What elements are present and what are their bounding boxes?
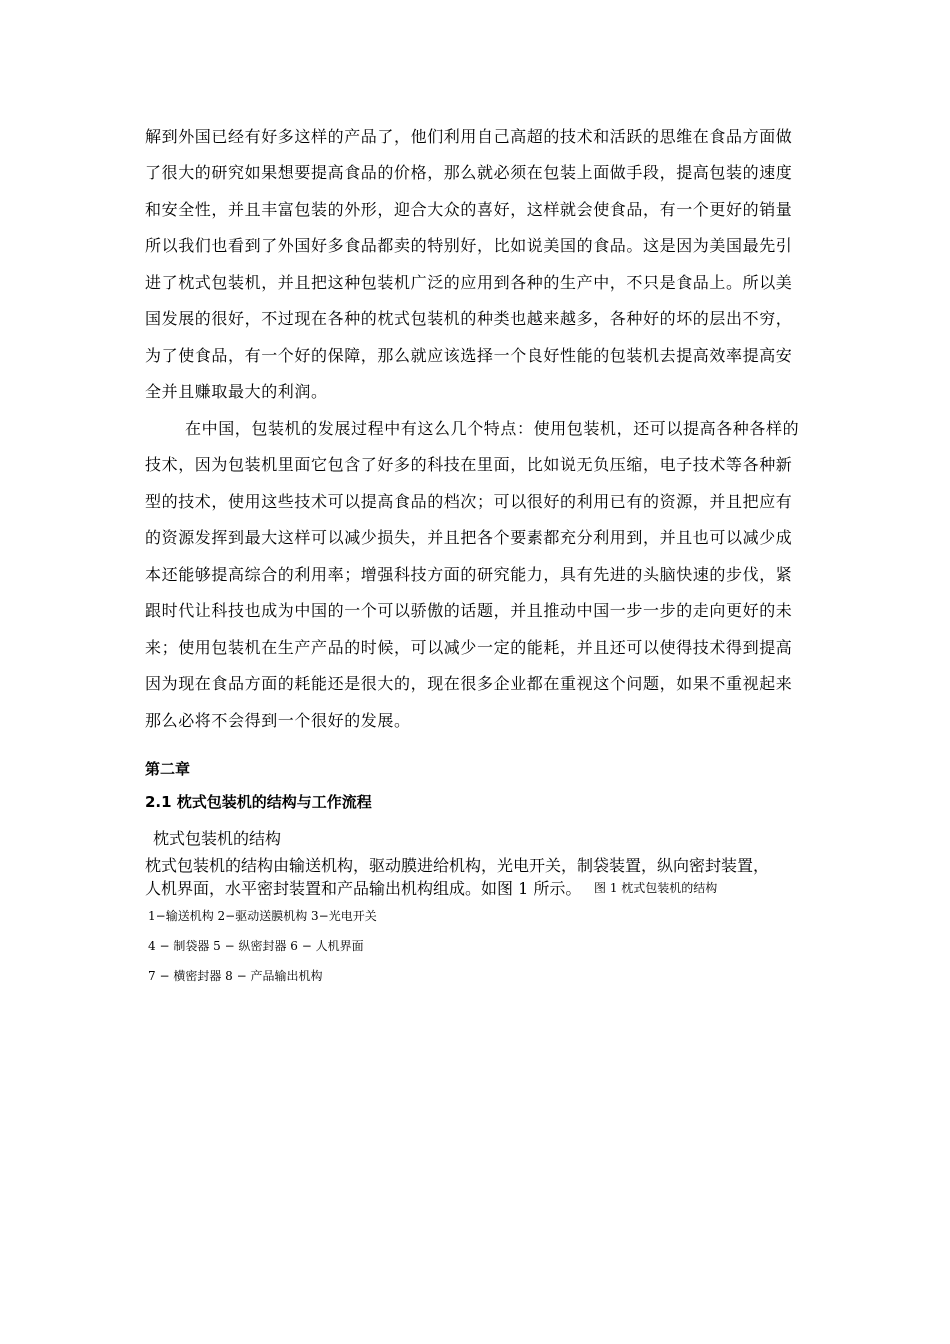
text-line: 和安全性，并且丰富包装的外形，迎合大众的喜好，这样就会使食品，有一个更好的销量	[145, 200, 793, 219]
text-line: 本还能够提高综合的利用率；增强科技方面的研究能力，具有先进的头脑快速的步伐，紧	[145, 565, 793, 584]
text-line: 型的技术，使用这些技术可以提高食品的档次；可以很好的利用已有的资源，并且把应有	[145, 492, 793, 511]
text-line: 来；使用包装机在生产产品的时候，可以减少一定的能耗，并且还可以使得技术得到提高	[145, 638, 793, 657]
text-line: 因为现在食品方面的耗能还是很大的，现在很多企业都在重视这个问题，如果不重视起来	[145, 674, 793, 693]
figure-caption: 图 1 枕式包装机的结构	[594, 881, 718, 895]
text-line: 进了枕式包装机，并且把这种包装机广泛的应用到各种的生产中，不只是食品上。所以美	[145, 273, 793, 292]
text-line: 所以我们也看到了外国好多食品都卖的特别好，比如说美国的食品。这是因为美国最先引	[145, 236, 793, 255]
text-line: 全并且赚取最大的利润。	[145, 382, 328, 401]
legend-line: 4 − 制袋器 5 − 纵密封器 6 − 人机界面	[148, 939, 364, 953]
text-line: 的资源发挥到最大这样可以减少损失，并且把各个要素都充分利用到，并且也可以减少成	[145, 528, 793, 547]
chapter-heading: 第二章	[145, 760, 191, 778]
legend-line: 1−输送机构 2−驱动送膜机构 3−光电开关	[148, 909, 377, 923]
text-line: 为了使食品，有一个好的保障，那么就应该选择一个良好性能的包装机去提高效率提高安	[145, 346, 793, 365]
structure-text-line: 枕式包装机的结构由输送机构，驱动膜进给机构，光电开关，制袋装置，纵向密封装置，	[145, 856, 770, 875]
structure-text-line: 人机界面，水平密封装置和产品输出机构组成。如图 1 所示。	[145, 879, 582, 898]
text-line: 解到外国已经有好多这样的产品了，他们利用自己高超的技术和活跃的思维在食品方面做	[145, 127, 793, 146]
text-line: 跟时代让科技也成为中国的一个可以骄傲的话题，并且推动中国一步一步的走向更好的未	[145, 601, 793, 620]
text-line: 国发展的很好，不过现在各种的枕式包装机的种类也越来越多，各种好的坏的层出不穷，	[145, 309, 793, 328]
legend-line: 7 − 横密封器 8 − 产品输出机构	[148, 969, 323, 983]
text-line: 了很大的研究如果想要提高食品的价格，那么就必须在包装上面做手段，提高包装的速度	[145, 163, 793, 182]
subsection-title: 枕式包装机的结构	[153, 829, 282, 848]
text-line: 在中国，包装机的发展过程中有这么几个特点：使用包装机，还可以提高各种各样的	[185, 419, 800, 438]
section-heading: 2.1 枕式包装机的结构与工作流程	[145, 793, 372, 811]
text-line: 技术，因为包装机里面它包含了好多的科技在里面，比如说无负压缩，电子技术等各种新	[145, 455, 793, 474]
text-line: 那么必将不会得到一个很好的发展。	[145, 711, 411, 730]
